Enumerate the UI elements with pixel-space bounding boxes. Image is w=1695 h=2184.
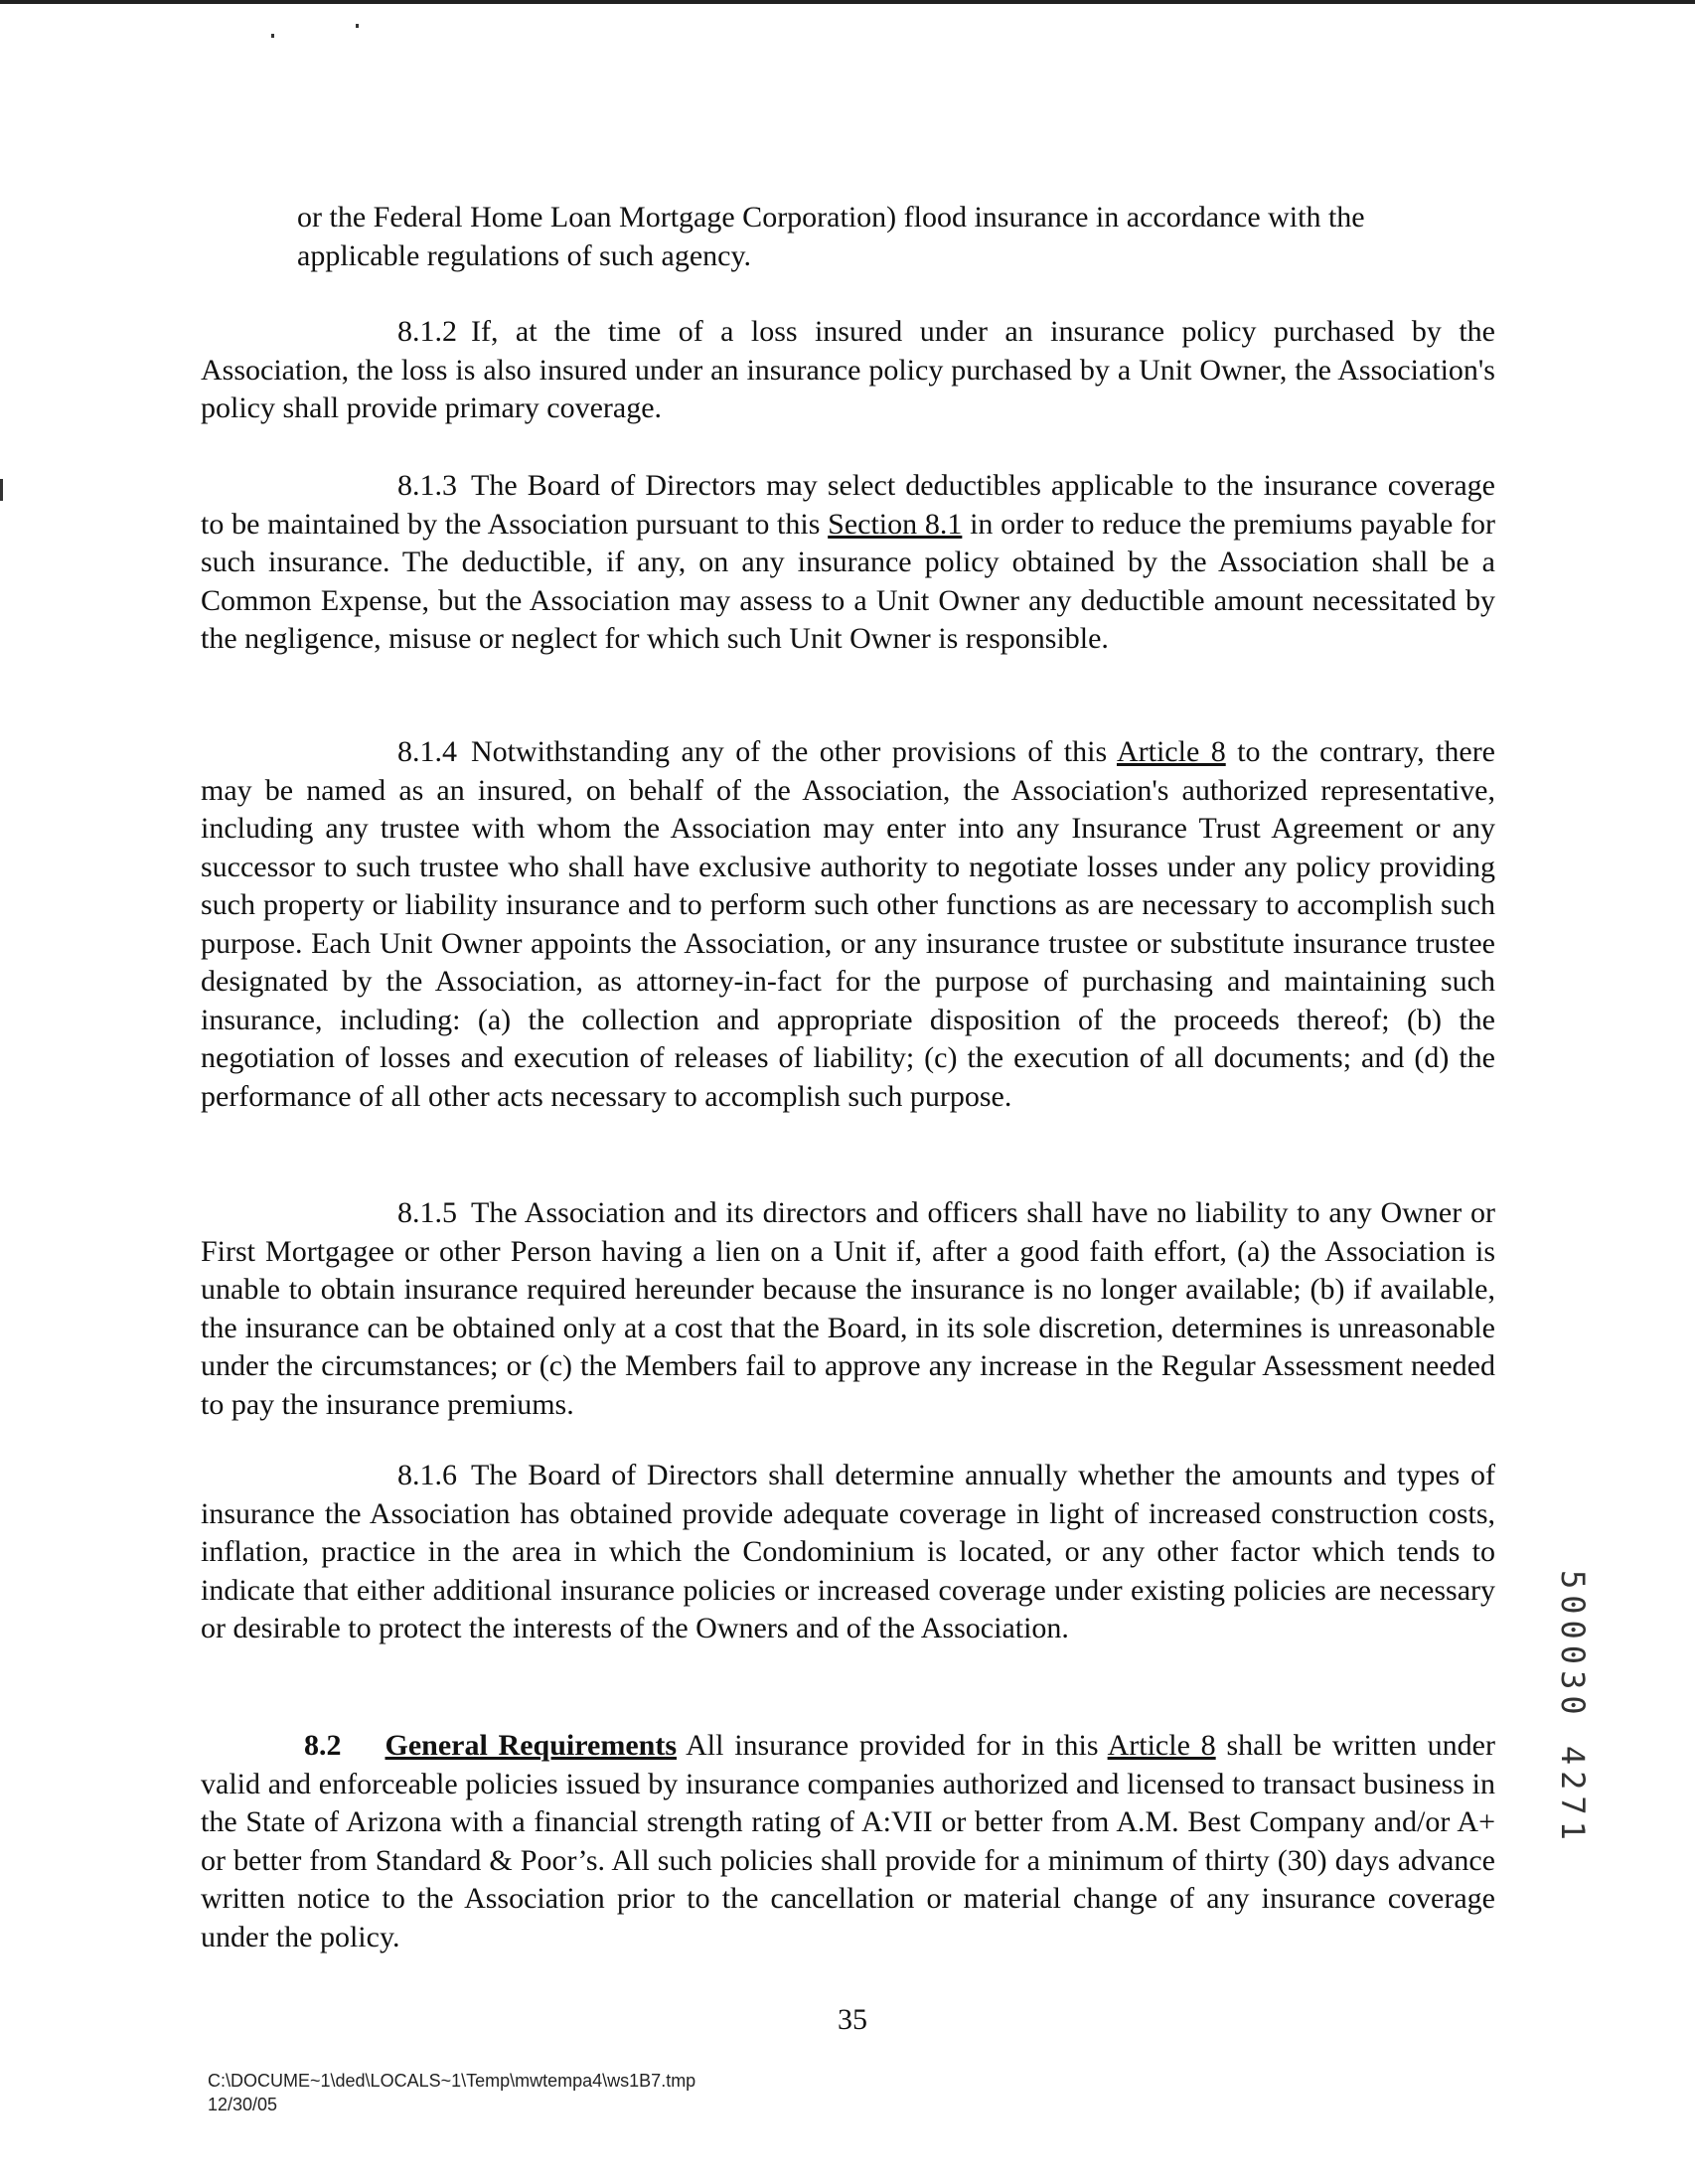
section-number: 8.1.4	[397, 735, 457, 768]
scan-speck	[271, 34, 274, 38]
section-text: The Board of Directors shall determine annually whether the amounts and types of insurance the Association has obtained provide adequate coverage in light of increased construction costs, inflation, practice in the area in which the Condominium is located, or any other factor which tends to indicate that either additional insurance policies or increased coverage under existing policies are necessary or desirable to protect the interests of the Owners and of the Association.	[201, 1459, 1495, 1644]
footer-file-path: C:\DOCUME~1\ded\LOCALS~1\Temp\mwtempa4\ws1B7.tmp	[208, 2071, 696, 2091]
section-reference-link: Section 8.1	[828, 507, 963, 541]
section-8-1-2	[201, 313, 1495, 428]
section-8-1-3	[201, 467, 1495, 659]
scan-speck	[356, 24, 359, 28]
section-number: 8.1.3	[397, 469, 457, 502]
section-8-1-6	[201, 1457, 1495, 1648]
footer-date: 12/30/05	[208, 2095, 278, 2114]
scan-top-edge	[0, 0, 1695, 4]
section-heading: General Requirements	[385, 1729, 677, 1762]
section-text: All insurance provided for in this	[686, 1729, 1099, 1762]
section-number: 8.2	[304, 1729, 342, 1762]
section-text: to the contrary, there may be named as an insured, on behalf of the Association, the Association's authorized representative, including any trustee with whom the Association may enter into any Insurance Trust Agreement or any successor to such trustee who shall have exclusive authority to negotiate losses under any policy providing such property or liability insurance and to perform such other functions as are necessary to accomplish such purpose. Each Unit Owner appoints the Association, or any insurance trustee or substitute insurance trustee designated by the Association, as attorney-in-fact for the purpose of purchasing and maintaining such insurance, including: (a) the collection and appropriate disposition of the proceeds thereof; (b) the negotiation of losses and execution of releases of liability; (c) the execution of all documents; and (d) the performance of all other acts necessary to accomplish such purpose.	[201, 735, 1496, 1113]
intro-text: or the Federal Home Loan Mortgage Corporation) flood insurance in accordance with the applicable regulations of such agency.	[297, 201, 1365, 272]
section-number: 8.1.5	[397, 1196, 457, 1229]
page-number: 35	[838, 2003, 867, 2036]
article-reference-link: Article 8	[1107, 1729, 1216, 1762]
intro-paragraph	[297, 199, 1390, 275]
scan-margin-mark	[0, 479, 3, 501]
section-text: shall be written under valid and enforceable policies issued by insurance companies authorized and licensed to transact business in the State of Arizona with a financial strength rating of A:VII or better from A.M. Best Company and/or A+ or better from Standard & Poor’s. All such policies shall provide for a minimum of thirty (30) days advance written notice to the Association prior to the cancellation or material change of any insurance coverage under the policy.	[201, 1729, 1495, 1953]
section-number: 8.1.2	[397, 315, 457, 348]
section-8-2	[201, 1727, 1495, 1956]
section-text: The Association and its directors and officers shall have no liability to any Owner or First Mortgagee or other Person having a lien on a Unit if, after a good faith effort, (a) the Association is unable to obtain insurance required hereunder because the insurance is no longer available; (b) if available, the insurance can be obtained only at a cost that the Board, in its sole discretion, determines is unreasonable under the circumstances; or (c) the Members fail to approve any increase in the Regular Assessment needed to pay the insurance premiums.	[201, 1196, 1495, 1421]
section-number: 8.1.6	[397, 1459, 457, 1491]
recording-stamp: 500030 4271	[1554, 1570, 1592, 1846]
section-8-1-5	[201, 1194, 1495, 1424]
article-reference-link: Article 8	[1116, 735, 1226, 768]
section-text: Notwithstanding any of the other provisions of this	[471, 735, 1108, 768]
section-text: The Board of Directors may select deductibles applicable to the insurance coverage to be maintained by the Association pursuant to this	[201, 469, 1495, 541]
section-text: If, at the time of a loss insured under an insurance policy purchased by the Association, the loss is also insured under an insurance policy purchased by a Unit Owner, the Association's policy shall provide primary coverage.	[201, 315, 1495, 424]
section-8-1-4	[201, 733, 1495, 1116]
document-footer	[208, 2069, 695, 2116]
section-text: in order to reduce the premiums payable for such insurance. The deductible, if any, on any insurance policy obtained by the Association shall be a Common Expense, but the Association may assess to a Unit Owner any deductible amount necessitated by the negligence, misuse or neglect for which such Unit Owner is responsible.	[201, 507, 1495, 655]
